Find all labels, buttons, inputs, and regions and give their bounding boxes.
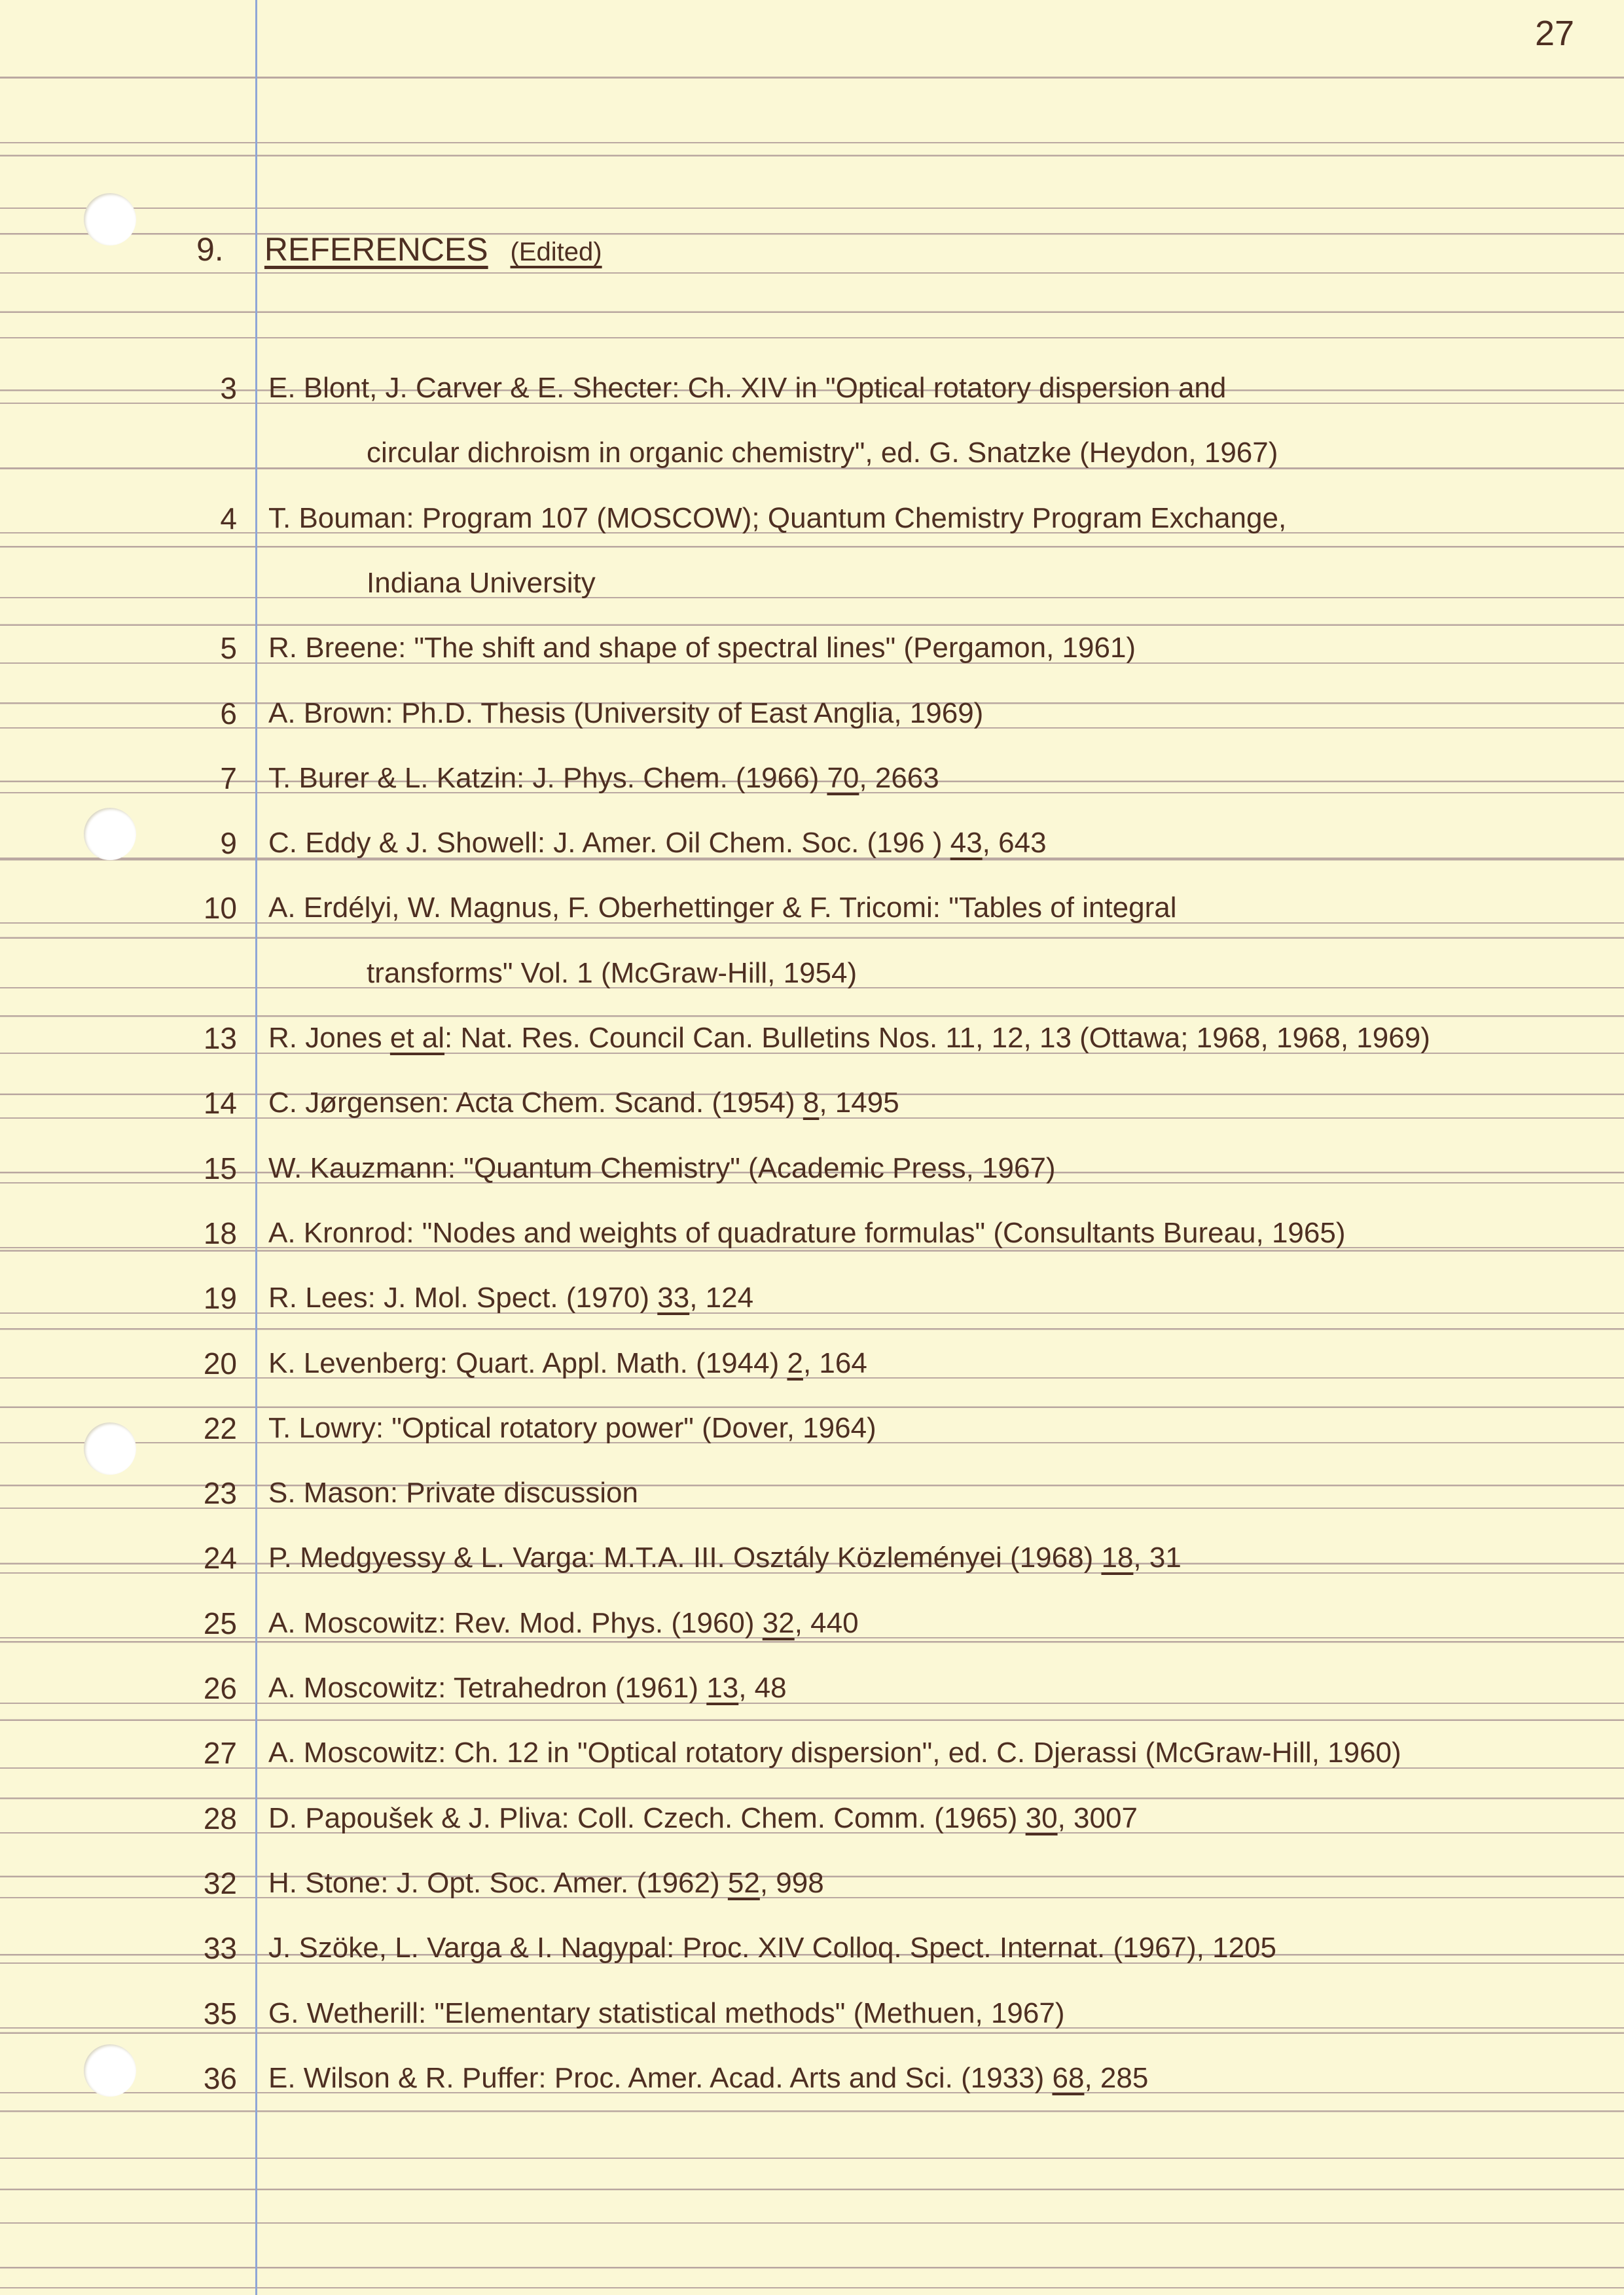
reference-entry: [268, 1733, 1401, 1773]
reference-text: A. Moscowitz: Tetrahedron (1961): [268, 1672, 707, 1704]
reference-number: 4: [220, 501, 237, 535]
reference-entry: [268, 1799, 1138, 1838]
reference-entry: [268, 1149, 1056, 1188]
reference-number: 9: [220, 826, 237, 861]
reference-number: 36: [203, 2061, 237, 2095]
reference-entry: [268, 499, 1286, 538]
reference-text: A. Erdélyi, W. Magnus, F. Oberhettinger & F. Tricomi: "Tables of integral: [268, 892, 1177, 924]
ruled-line: [0, 1703, 1624, 1704]
reference-number: 35: [203, 1996, 237, 2031]
reference-text: R. Jones: [268, 1022, 390, 1054]
reference-text: A. Moscowitz: Ch. 12 in "Optical rotatory dispersion", ed. C. Djerassi (McGraw-Hill, 1960): [268, 1737, 1401, 1769]
reference-entry: [268, 1083, 899, 1123]
reference-text: R. Breene: "The shift and shape of spectral lines" (Pergamon, 1961): [268, 632, 1136, 664]
underlined-text: 70: [827, 761, 859, 794]
reference-text: A. Moscowitz: Rev. Mod. Phys. (1960): [268, 1606, 763, 1639]
reference-text: , 998: [759, 1866, 824, 1899]
reference-entry: [268, 1864, 824, 1903]
punch-hole: [84, 193, 136, 245]
reference-entry: [268, 1473, 638, 1513]
ruled-line: [0, 272, 1624, 274]
reference-number: 24: [203, 1541, 237, 1576]
reference-number: 6: [220, 696, 237, 731]
reference-number: 33: [203, 1931, 237, 1966]
reference-text: S. Mason: Private discussion: [268, 1477, 638, 1509]
reference-text: A. Kronrod: "Nodes and weights of quadrature formulas" (Consultants Bureau, 1965): [268, 1216, 1346, 1249]
punch-hole: [84, 808, 136, 860]
ruled-line: [0, 337, 1624, 338]
reference-text: A. Brown: Ph.D. Thesis (University of East Anglia, 1969): [268, 696, 984, 729]
reference-text: R. Lees: J. Mol. Spect. (1970): [268, 1282, 658, 1314]
reference-text: , 31: [1133, 1542, 1182, 1574]
reference-number: 15: [203, 1151, 237, 1185]
reference-entry: [268, 759, 939, 798]
section-title: REFERENCES: [264, 231, 488, 268]
reference-entry: [268, 1409, 876, 1448]
underlined-text: 32: [762, 1606, 795, 1639]
underlined-text: 33: [657, 1282, 690, 1314]
reference-text: C. Eddy & J. Showell: J. Amer. Oil Chem. Soc. (196 ): [268, 827, 950, 859]
underlined-text: 43: [950, 827, 983, 859]
reference-text: D. Papoušek & J. Pliva: Coll. Czech. Chem. Comm. (1965): [268, 1801, 1026, 1834]
reference-entry: [268, 823, 1047, 863]
underlined-text: 13: [706, 1672, 739, 1704]
reference-number: 10: [203, 891, 237, 926]
reference-entry: [268, 1538, 1182, 1578]
reference-number: 13: [203, 1021, 237, 1055]
ruled-line: [0, 1312, 1624, 1314]
reference-text: K. Levenberg: Quart. Appl. Math. (1944): [268, 1346, 787, 1379]
reference-number: 18: [203, 1216, 237, 1250]
reference-entry: [268, 2059, 1148, 2098]
section-heading: [196, 230, 602, 268]
page-number: 27: [1535, 14, 1575, 53]
reference-text: , 48: [738, 1672, 787, 1704]
reference-text: T. Bouman: Program 107 (MOSCOW); Quantum Chemistry Program Exchange,: [268, 501, 1287, 534]
reference-text: G. Wetherill: "Elementary statistical methods" (Methuen, 1967): [268, 1997, 1065, 2029]
reference-text: H. Stone: J. Opt. Soc. Amer. (1962): [268, 1866, 728, 1899]
ruled-line: [0, 77, 1624, 79]
reference-entry: [268, 628, 1136, 668]
reference-entry: [268, 1019, 1430, 1058]
reference-number: 32: [203, 1866, 237, 1900]
reference-text: circular dichroism in organic chemistry", ed. G. Snatzke (Heydon, 1967): [367, 437, 1278, 469]
reference-entry: [268, 1604, 859, 1643]
underlined-text: et al: [389, 1022, 445, 1054]
reference-text: , 164: [803, 1346, 867, 1379]
reference-text: E. Wilson & R. Puffer: Proc. Amer. Acad. Arts and Sci. (1933): [268, 2061, 1053, 2094]
section-number: 9.: [196, 231, 224, 268]
reference-number: 27: [203, 1736, 237, 1771]
reference-continuation: [367, 564, 596, 603]
reference-text: Indiana University: [367, 566, 596, 599]
reference-text: , 2663: [859, 761, 939, 794]
ruled-line: [0, 2158, 1624, 2159]
reference-number: 26: [203, 1671, 237, 1705]
ruled-line: [0, 2287, 1624, 2288]
ruled-line: [0, 1508, 1624, 1509]
reference-text: , 3007: [1057, 1801, 1138, 1834]
underlined-text: 2: [787, 1346, 803, 1379]
underlined-text: 52: [727, 1866, 760, 1899]
reference-continuation: [367, 954, 857, 993]
reference-text: C. Jørgensen: Acta Chem. Scand. (1954): [268, 1087, 803, 1119]
ruled-line: [0, 597, 1624, 598]
reference-text: T. Lowry: "Optical rotatory power" (Dover, 1964): [268, 1411, 876, 1444]
ruled-line: [0, 2222, 1624, 2224]
reference-entry: [268, 1669, 787, 1708]
reference-text: T. Burer & L. Katzin: J. Phys. Chem. (1966): [268, 761, 827, 794]
underlined-text: 8: [803, 1087, 820, 1119]
reference-text: , 285: [1084, 2061, 1149, 2094]
reference-text: : Nat. Res. Council Can. Bulletins Nos. 11, 12, 13 (Ottawa; 1968, 1968, 1969): [444, 1022, 1430, 1054]
reference-text: W. Kauzmann: "Quantum Chemistry" (Academic Press, 1967): [268, 1151, 1056, 1184]
reference-entry: [268, 1994, 1065, 2033]
punch-hole: [84, 2044, 136, 2097]
reference-text: , 1495: [819, 1087, 899, 1119]
reference-entry: [268, 1928, 1276, 1968]
underlined-text: 68: [1052, 2061, 1085, 2094]
reference-number: 23: [203, 1476, 237, 1511]
reference-number: 28: [203, 1801, 237, 1835]
reference-number: 20: [203, 1346, 237, 1381]
reference-text: P. Medgyessy & L. Varga: M.T.A. III. Osztály Közleményei (1968): [268, 1542, 1102, 1574]
reference-text: J. Szöke, L. Varga & I. Nagypal: Proc. XIV Colloq. Spect. Internat. (1967), 1205: [268, 1932, 1276, 1964]
reference-text: , 643: [982, 827, 1047, 859]
reference-text: , 440: [794, 1606, 859, 1639]
reference-number: 3: [220, 371, 237, 405]
reference-number: 19: [203, 1281, 237, 1316]
reference-text: E. Blont, J. Carver & E. Shecter: Ch. XIV in "Optical rotatory dispersion and: [268, 372, 1227, 404]
punch-hole: [84, 1422, 136, 1475]
section-note: (Edited): [510, 238, 602, 266]
reference-number: 7: [220, 761, 237, 795]
reference-number: 25: [203, 1606, 237, 1640]
ruled-line: [0, 142, 1624, 143]
underlined-text: 30: [1025, 1801, 1058, 1834]
reference-text: , 124: [689, 1282, 754, 1314]
ruled-line: [0, 208, 1624, 209]
reference-number: 22: [203, 1411, 237, 1445]
reference-entry: [268, 369, 1226, 408]
underlined-text: 18: [1101, 1542, 1134, 1574]
reference-entry: [268, 888, 1177, 928]
reference-entry: [268, 1214, 1346, 1253]
reference-entry: [268, 1278, 753, 1318]
reference-entry: [268, 1344, 867, 1383]
reference-entry: [268, 694, 983, 733]
reference-text: transforms" Vol. 1 (McGraw-Hill, 1954): [367, 956, 857, 989]
reference-continuation: [367, 433, 1278, 473]
margin-line: [255, 0, 257, 2295]
reference-number: 5: [220, 631, 237, 666]
reference-number: 14: [203, 1086, 237, 1121]
